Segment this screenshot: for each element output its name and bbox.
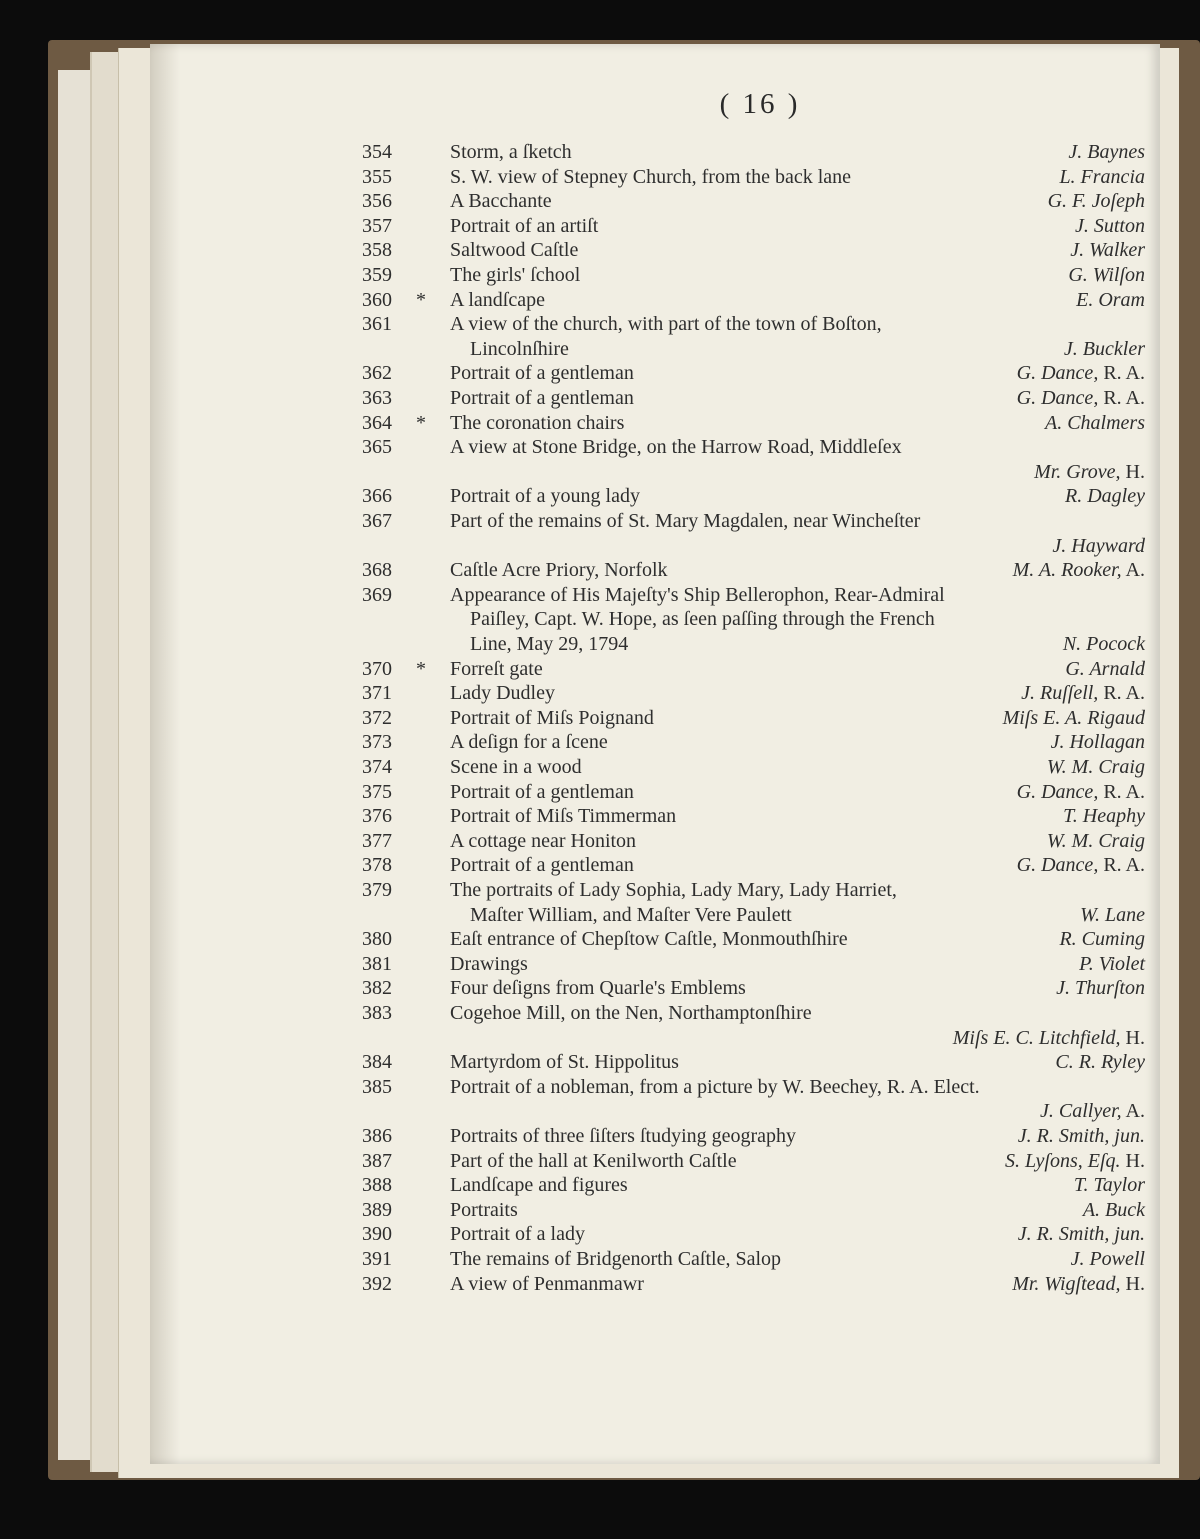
- artist-name: E. Oram: [1076, 288, 1145, 311]
- entry-artist: [1052, 534, 1145, 559]
- artist-name: P. Violet: [1079, 952, 1145, 975]
- entry-number: 385: [362, 1075, 392, 1098]
- entry-artist: [1018, 1222, 1145, 1247]
- entry-artist: [1017, 853, 1145, 878]
- entry-title: Portrait of Miſs Timmerman: [450, 805, 677, 828]
- entry-number: 355: [362, 165, 392, 188]
- entry-title: S. W. view of Stepney Church, from the back lane: [450, 165, 852, 188]
- catalogue-entry: [0, 927, 1200, 952]
- entry-number: 369: [362, 583, 392, 606]
- entry-number: 359: [362, 264, 392, 286]
- entry-artist: [1017, 386, 1145, 411]
- entry-title: A view of the church, with part of the town of Boſton,: [450, 313, 882, 336]
- entry-number: 375: [362, 780, 392, 803]
- entry-artist: [1068, 263, 1145, 288]
- entry-artist: [1047, 755, 1145, 780]
- artist-name: T. Heaphy: [1063, 805, 1145, 828]
- catalogue-entry: [0, 804, 1200, 829]
- catalogue-entry: [0, 1099, 1200, 1124]
- artist-name: G. F. Joſeph: [1047, 190, 1145, 213]
- catalogue-entry: [0, 657, 1200, 682]
- catalogue-entry: [0, 1149, 1200, 1174]
- entry-number: 373: [362, 731, 392, 754]
- catalogue-entry: [0, 435, 1200, 460]
- artist-name: J. Baynes: [1068, 141, 1145, 163]
- entry-artist: [1079, 952, 1145, 977]
- entry-title: A view of Penmanmawr: [450, 1272, 644, 1295]
- artist-name: Mr. Grove,: [1034, 460, 1121, 483]
- entry-title: Storm, a ſketch: [450, 141, 572, 163]
- entry-title: Portrait of a gentleman: [450, 780, 634, 803]
- entry-number: 357: [362, 214, 392, 237]
- catalogue-entry: [0, 952, 1200, 977]
- artist-name: J. R. Smith, jun.: [1017, 1223, 1145, 1246]
- entry-number: 381: [362, 952, 392, 975]
- catalogue-entry: [0, 558, 1200, 583]
- entry-artist: [1051, 730, 1145, 755]
- artist-rank: H.: [1120, 1026, 1145, 1049]
- entry-title: Drawings: [450, 952, 528, 975]
- entry-number: 387: [362, 1149, 392, 1172]
- entry-number: 361: [362, 313, 392, 336]
- catalogue-entry: [0, 288, 1200, 313]
- entry-artist: [1003, 706, 1145, 731]
- entry-title: The coronation chairs: [450, 411, 625, 434]
- entry-title: Scene in a wood: [450, 756, 582, 778]
- entry-artist: [1063, 804, 1145, 829]
- artist-name: R. Cuming: [1059, 928, 1145, 951]
- entry-artist: [1083, 1198, 1145, 1223]
- catalogue-entry: [0, 140, 1200, 165]
- artist-name: J. Sutton: [1075, 214, 1145, 237]
- entry-number: 365: [362, 436, 392, 459]
- entry-title: Part of the remains of St. Mary Magdalen, near Wincheſter: [450, 510, 921, 532]
- entry-title: Cogehoe Mill, on the Nen, Northamptonſhire: [450, 1002, 812, 1024]
- entry-artist: [1055, 1050, 1145, 1075]
- catalogue-entry: [0, 780, 1200, 805]
- entry-artist: [1064, 337, 1145, 362]
- catalogue-entry: [0, 755, 1200, 780]
- catalogue-entry: [0, 1272, 1200, 1297]
- artist-rank: H.: [1120, 1149, 1145, 1172]
- artist-name: J. Callyer,: [1040, 1100, 1122, 1123]
- catalogue-entry: [0, 460, 1200, 485]
- artist-name: J. Ruſſell,: [1021, 682, 1099, 705]
- artist-name: N. Pocock: [1062, 633, 1145, 655]
- artist-rank: R. A.: [1098, 854, 1145, 877]
- entry-number: 377: [362, 829, 392, 852]
- artist-name: J. Hayward: [1052, 534, 1145, 557]
- entry-artist: [1040, 1099, 1145, 1124]
- artist-name: J. R. Smith, jun.: [1017, 1125, 1145, 1147]
- catalogue-entry: [0, 903, 1200, 928]
- artist-name: Mr. Wigſtead,: [1012, 1272, 1121, 1295]
- catalogue-entry: [0, 484, 1200, 509]
- entry-number: 354: [362, 141, 392, 163]
- entry-number: 386: [362, 1125, 392, 1147]
- entry-title: Portrait of Miſs Poignand: [450, 706, 654, 729]
- entry-title: Landſcape and figures: [450, 1174, 628, 1197]
- entry-artist: [1017, 780, 1145, 805]
- entry-number: 371: [362, 682, 392, 705]
- catalogue-entry: [0, 1075, 1200, 1100]
- catalogue-entry: [0, 1173, 1200, 1198]
- entry-artist: [1047, 829, 1145, 854]
- artist-name: W. M. Craig: [1046, 756, 1145, 778]
- entry-star-mark: *: [416, 411, 426, 434]
- entry-artist: [1075, 214, 1145, 239]
- artist-name: A. Buck: [1082, 1198, 1145, 1221]
- entry-number: 366: [362, 485, 392, 508]
- entry-title: Portraits of three ſiſters ſtudying geography: [450, 1125, 797, 1147]
- entry-artist: [1056, 976, 1145, 1001]
- catalogue-entry: [0, 730, 1200, 755]
- artist-rank: R. A.: [1098, 682, 1145, 705]
- artist-rank: A.: [1121, 559, 1145, 582]
- entry-title: Part of the hall at Kenilworth Caſtle: [450, 1149, 737, 1172]
- catalogue-entry: [0, 386, 1200, 411]
- entry-number: 363: [362, 387, 392, 409]
- entry-title: Appearance of His Majeſty's Ship Bellerophon, Rear-Admiral: [450, 583, 945, 606]
- catalogue-entry: [0, 1124, 1200, 1149]
- entry-artist: [1012, 1272, 1145, 1297]
- entry-number: 382: [362, 977, 392, 1000]
- entry-title: Portrait of a gentleman: [450, 387, 634, 409]
- entry-artist: [1005, 1149, 1145, 1174]
- artist-name: G. Dance,: [1016, 362, 1099, 385]
- entry-title: Line, May 29, 1794: [470, 633, 629, 655]
- catalogue-entry: [0, 1222, 1200, 1247]
- artist-name: J. Powell: [1070, 1248, 1145, 1270]
- artist-name: G. Dance,: [1016, 387, 1099, 409]
- entry-artist: [1065, 657, 1145, 682]
- entry-artist: [953, 1026, 1145, 1051]
- entry-number: 372: [362, 706, 392, 729]
- artist-name: J. Thurſton: [1056, 977, 1145, 1000]
- entry-number: 392: [362, 1272, 392, 1295]
- entry-title: Portrait of a lady: [450, 1223, 585, 1246]
- entry-artist: [1059, 165, 1145, 190]
- entry-artist: [1071, 1247, 1145, 1272]
- entry-artist: [1076, 288, 1145, 313]
- catalogue-entry: [0, 681, 1200, 706]
- artist-name: A. Chalmers: [1045, 411, 1145, 434]
- catalogue-entry: [0, 509, 1200, 534]
- catalogue-entry: [0, 238, 1200, 263]
- artist-rank: A.: [1121, 1100, 1145, 1123]
- entry-title: Caſtle Acre Priory, Norfolk: [450, 559, 668, 582]
- artist-name: W. Lane: [1080, 903, 1145, 926]
- artist-name: L. Francia: [1059, 165, 1145, 188]
- entry-artist: [1065, 484, 1145, 509]
- entry-number: 388: [362, 1174, 392, 1197]
- entry-number: 362: [362, 362, 392, 385]
- catalogue-entry: [0, 1198, 1200, 1223]
- entry-artist: [1063, 632, 1145, 657]
- catalogue-entry: [0, 337, 1200, 362]
- entry-artist: [1068, 140, 1145, 165]
- catalogue-entry: [0, 853, 1200, 878]
- artist-rank: R. A.: [1098, 780, 1145, 803]
- catalogue-entry: [0, 706, 1200, 731]
- artist-name: Miſs E. C. Litchfield,: [952, 1026, 1121, 1049]
- catalogue-entry: [0, 411, 1200, 436]
- entry-title: Forreſt gate: [450, 657, 543, 680]
- entry-number: 380: [362, 928, 392, 951]
- entry-title: Portrait of a young lady: [450, 485, 640, 508]
- catalogue-entry: [0, 214, 1200, 239]
- artist-rank: R. A.: [1098, 387, 1145, 409]
- artist-rank: H.: [1120, 460, 1145, 483]
- entry-title: A deſign for a ſcene: [450, 731, 608, 754]
- entry-title: Martyrdom of St. Hippolitus: [450, 1051, 679, 1074]
- entry-artist: [1059, 927, 1145, 952]
- entry-artist: [1074, 1173, 1145, 1198]
- catalogue-entry: [0, 534, 1200, 559]
- entry-title: Eaſt entrance of Chepſtow Caſtle, Monmouthſhire: [450, 928, 848, 951]
- entry-number: 383: [362, 1002, 392, 1024]
- entry-title: Saltwood Caſtle: [450, 239, 579, 262]
- entry-title: Portrait of a nobleman, from a picture by W. Beechey, R. A. Elect.: [450, 1075, 980, 1098]
- entry-number: 391: [362, 1248, 392, 1270]
- entry-number: 384: [362, 1051, 392, 1074]
- entry-number: 379: [362, 879, 392, 901]
- catalogue-entry: [0, 189, 1200, 214]
- catalogue-entry: [0, 976, 1200, 1001]
- entry-title: Paiſley, Capt. W. Hope, as ſeen paſſing through the French: [470, 608, 935, 631]
- artist-name: W. M. Craig: [1046, 829, 1145, 852]
- artist-rank: H.: [1120, 1272, 1145, 1295]
- entry-artist: [1070, 238, 1145, 263]
- artist-name: J. Walker: [1070, 239, 1145, 262]
- entry-title: Lincolnſhire: [470, 337, 569, 360]
- artist-name: C. R. Ryley: [1055, 1051, 1145, 1074]
- entry-number: 364: [362, 411, 392, 434]
- entry-number: 378: [362, 854, 392, 877]
- artist-name: S. Lyſons, Eſq.: [1005, 1149, 1121, 1172]
- entry-title: Maſter William, and Maſter Vere Paulett: [470, 903, 792, 926]
- entry-number: 370: [362, 657, 392, 680]
- entry-title: Lady Dudley: [450, 682, 555, 705]
- entry-title: Four deſigns from Quarle's Emblems: [450, 977, 746, 1000]
- catalogue-entry: [0, 878, 1200, 903]
- entry-number: 356: [362, 190, 392, 213]
- artist-name: G. Wilſon: [1068, 264, 1145, 286]
- artist-name: J. Hollagan: [1050, 731, 1145, 754]
- entry-title: Portrait of a gentleman: [450, 362, 634, 385]
- artist-name: Miſs E. A. Rigaud: [1002, 706, 1145, 729]
- catalogue-entry: [0, 165, 1200, 190]
- entry-title: A Bacchante: [450, 190, 552, 213]
- entry-number: 389: [362, 1198, 392, 1221]
- page-number-header: ( 16 ): [719, 88, 801, 120]
- artist-name: R. Dagley: [1065, 485, 1145, 508]
- catalogue-entry: [0, 1026, 1200, 1051]
- catalogue-entry: [0, 1050, 1200, 1075]
- entry-number: 360: [362, 288, 392, 311]
- entry-artist: [1045, 411, 1145, 436]
- catalogue-entry: [0, 263, 1200, 288]
- artist-rank: R. A.: [1098, 362, 1145, 385]
- catalogue-entry: [0, 829, 1200, 854]
- entry-title: The remains of Bridgenorth Caſtle, Salop: [450, 1248, 782, 1270]
- entry-artist: [1048, 189, 1145, 214]
- entry-artist: [1017, 361, 1145, 386]
- artist-name: G. Dance,: [1016, 854, 1099, 877]
- artist-name: G. Arnald: [1065, 657, 1145, 680]
- entry-artist: [1013, 558, 1145, 583]
- entry-title: The girls' ſchool: [450, 264, 581, 286]
- entry-title: The portraits of Lady Sophia, Lady Mary, Lady Harriet,: [450, 879, 897, 901]
- entry-title: Portrait of an artiſt: [450, 214, 599, 237]
- artist-name: J. Buckler: [1063, 337, 1145, 360]
- entry-number: 390: [362, 1223, 392, 1246]
- artist-name: M. A. Rooker,: [1012, 559, 1122, 582]
- catalogue-entry: [0, 1001, 1200, 1026]
- entry-title: A landſcape: [450, 288, 545, 311]
- entry-title: A cottage near Honiton: [450, 829, 637, 852]
- catalogue-entry: [0, 312, 1200, 337]
- entry-title: Portrait of a gentleman: [450, 854, 634, 877]
- catalogue-entry: [0, 607, 1200, 632]
- artist-name: T. Taylor: [1073, 1174, 1145, 1197]
- entry-number: 376: [362, 805, 392, 828]
- entry-star-mark: *: [416, 657, 426, 680]
- catalogue-entry: [0, 583, 1200, 608]
- entry-artist: [1018, 1124, 1145, 1149]
- entry-number: 367: [362, 510, 392, 532]
- catalogue-entry: [0, 1247, 1200, 1272]
- entry-number: 374: [362, 756, 392, 778]
- entry-title: A view at Stone Bridge, on the Harrow Road, Middleſex: [450, 436, 902, 459]
- catalogue-entry: [0, 632, 1200, 657]
- entry-artist: [1080, 903, 1145, 928]
- entry-number: 368: [362, 559, 392, 582]
- entry-artist: [1034, 460, 1145, 485]
- catalogue-entry: [0, 361, 1200, 386]
- entry-artist: [1021, 681, 1145, 706]
- entry-title: Portraits: [450, 1198, 518, 1221]
- artist-name: G. Dance,: [1016, 780, 1099, 803]
- entry-star-mark: *: [416, 288, 426, 311]
- entry-number: 358: [362, 239, 392, 262]
